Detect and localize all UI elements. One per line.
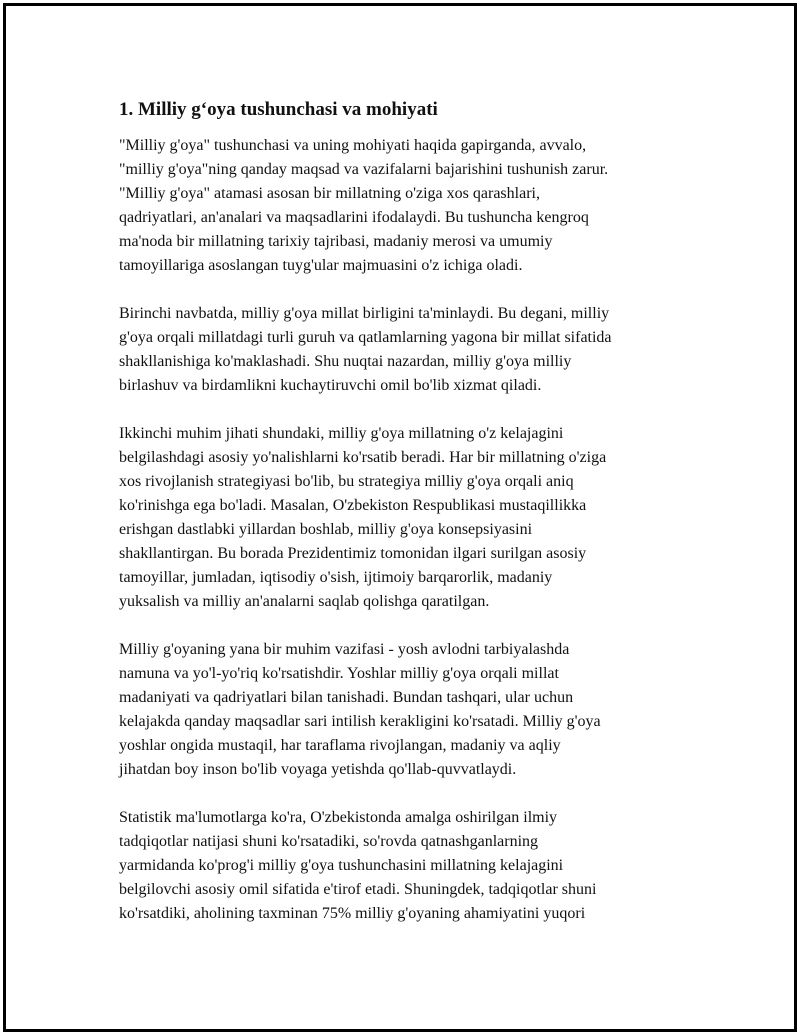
text-line: shakllanishiga ko'maklashadi. Shu nuqtai nazardan, milliy g'oya milliy [119,353,572,370]
text-line: kelajakda qanday maqsadlar sari intilish kerakligini ko'rsatadi. Milliy g'oya [119,713,601,730]
text-line: tamoyillar, jumladan, iqtisodiy o'sish, ijtimoiy barqarorlik, madaniy [119,569,553,586]
text-line: jihatdan boy inson bo'lib voyaga yetishda qo'llab-quvvatlaydi. [119,761,517,778]
document-body [119,96,719,950]
text-line: tadqiqotlar natijasi shuni ko'rsatadiki, so'rovda qatnashganlarning [119,833,539,850]
text-line: belgilovchi asosiy omil sifatida e'tirof etadi. Shuningdek, tadqiqotlar shuni [119,881,597,898]
text-line: Birinchi navbatda, milliy g'oya millat birligini ta'minlaydi. Bu degani, milliy [119,305,610,322]
text-line: qadriyatlari, an'analari va maqsadlarini ifodalaydi. Bu tushuncha kengroq [119,209,589,226]
text-line: shakllantirgan. Bu borada Prezidentimiz tomonidan ilgari surilgan asosiy [119,545,587,562]
page-frame [3,3,797,1032]
text-line: xos rivojlanish strategiyasi bo'lib, bu strategiya milliy g'oya orqali aniq [119,473,574,490]
paragraph [119,134,719,278]
text-line: yarmidanda ko'prog'i milliy g'oya tushunchasini millatning kelajagini [119,857,564,874]
text-line: belgilashdagi asosiy yo'nalishlarni ko'rsatib beradi. Har bir millatning o'ziga [119,449,607,466]
text-line: ko'rinishga ega bo'ladi. Masalan, O'zbekiston Respublikasi mustaqillikka [119,497,587,514]
paragraph [119,638,719,782]
text-line: Ikkinchi muhim jihati shundaki, milliy g'oya millatning o'z kelajagini [119,425,564,442]
paragraph [119,302,719,398]
text-line: madaniyati va qadriyatlari bilan tanishadi. Bundan tashqari, ular uchun [119,689,574,706]
text-line: Milliy g'oyaning yana bir muhim vazifasi - yosh avlodni tarbiyalashda [119,641,570,658]
text-line: erishgan dastlabki yillardan boshlab, milliy g'oya konsepsiyasini [119,521,533,538]
text-line: g'oya orqali millatdagi turli guruh va qatlamlarning yagona bir millat sifatida [119,329,612,346]
text-line: "milliy g'oya"ning qanday maqsad va vazifalarni bajarishini tushunish zarur. [119,161,609,178]
text-line: "Milliy g'oya" atamasi asosan bir millatning o'ziga xos qarashlari, [119,185,540,202]
paragraphs-container [119,134,719,926]
text-line: ko'rsatdiki, aholining taxminan 75% milliy g'oyaning ahamiyatini yuqori [119,905,586,922]
text-line: "Milliy g'oya" tushunchasi va uning mohiyati haqida gapirganda, avvalo, [119,137,587,154]
section-heading: 1. Milliy g‘oya tushunchasi va mohiyati [119,99,438,120]
text-line: yoshlar ongida mustaqil, har taraflama rivojlangan, madaniy va aqliy [119,737,561,754]
text-line: tamoyillariga asoslangan tuyg'ular majmuasini o'z ichiga oladi. [119,257,523,274]
text-line: namuna va yo'l-yo'riq ko'rsatishdir. Yoshlar milliy g'oya orqali millat [119,665,559,682]
text-line: Statistik ma'lumotlarga ko'ra, O'zbekistonda amalga oshirilgan ilmiy [119,809,558,826]
text-line: yuksalish va milliy an'analarni saqlab qolishga qaratilgan. [119,593,490,610]
text-line: ma'noda bir millatning tarixiy tajribasi, madaniy merosi va umumiy [119,233,553,250]
text-line: birlashuv va birdamlikni kuchaytiruvchi omil bo'lib xizmat qiladi. [119,377,542,394]
paragraph [119,422,719,614]
paragraph [119,806,719,926]
